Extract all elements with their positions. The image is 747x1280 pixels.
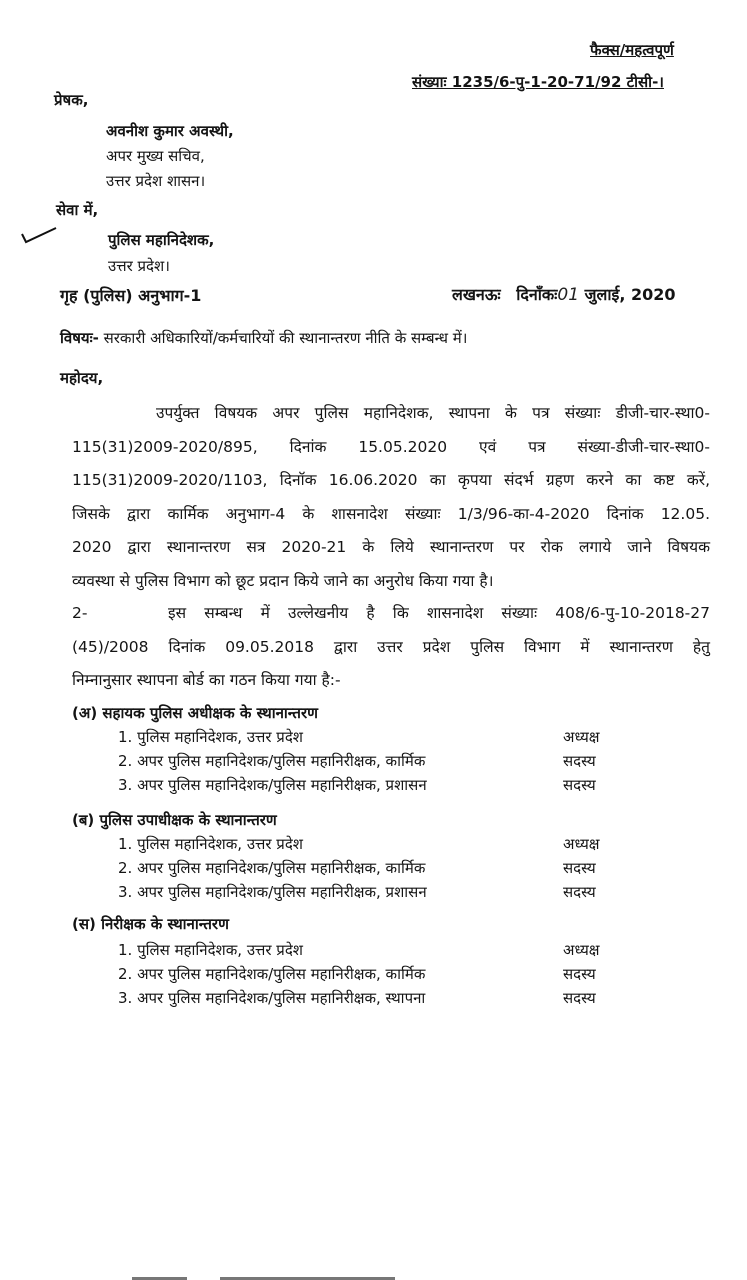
- paragraph-2-number: 2-: [72, 604, 88, 622]
- subject-text: सरकारी अधिकारियों/कर्मचारियों की स्थानान्तरण नीति के सम्बन्ध में।: [103, 329, 468, 347]
- board-heading: (ब) पुलिस उपाधीक्षक के स्थानान्तरण: [72, 811, 277, 829]
- board-member: 1. पुलिस महानिदेशक, उत्तर प्रदेश: [118, 941, 304, 959]
- sender-designation: अपर मुख्य सचिव,: [106, 147, 205, 165]
- date-day-handwritten: 01: [557, 285, 580, 305]
- paragraph-2-line: इस सम्बन्ध में उल्लेखनीय है कि शासनादेश संख्याः 408/6-पु-10-2018-27: [168, 604, 710, 622]
- board-role: अध्यक्ष: [563, 835, 600, 853]
- paragraph-1: [72, 397, 710, 598]
- board-role: अध्यक्ष: [563, 728, 600, 746]
- recipient-designation: पुलिस महानिदेशक,: [108, 231, 215, 249]
- sender-label: प्रेषक,: [54, 91, 89, 109]
- paragraph-1-line: 115(31)2009-2020/1103, दिनॉक 16.06.2020 का कृपया संदर्भ ग्रहण करने का कष्ट करें,: [72, 471, 710, 489]
- subject-label: विषयः-: [60, 329, 99, 347]
- department-section: गृह (पुलिस) अनुभाग-1: [60, 286, 202, 305]
- board-member: 3. अपर पुलिस महानिदेशक/पुलिस महानिरीक्षक, स्थापना: [118, 989, 426, 1007]
- paragraph-2-line: (45)/2008 दिनांक 09.05.2018 द्वारा उत्तर प्रदेश पुलिस विभाग में स्थानान्तरण हेतु: [72, 637, 710, 656]
- board-role: सदस्य: [563, 883, 596, 901]
- board-role: सदस्य: [563, 965, 596, 983]
- reference-number: संख्याः 1235/6-पु-1-20-71/92 टीसी-।: [412, 73, 664, 91]
- date-month-year: जुलाई, 2020: [584, 285, 676, 304]
- subject-line: [60, 328, 467, 348]
- sender-name: अवनीश कुमार अवस्थी,: [106, 122, 234, 140]
- paragraph-1-line: 115(31)2009-2020/895, दिनांक 15.05.2020 एवं पत्र संख्या-डीजी-चार-स्था0-: [72, 437, 710, 456]
- board-member: 2. अपर पुलिस महानिदेशक/पुलिस महानिरीक्षक, कार्मिक: [118, 965, 426, 983]
- paragraph-1-line: उपर्युक्त विषयक अपर पुलिस महानिदेशक, स्थापना के पत्र संख्याः डीजी-चार-स्था0-: [156, 404, 710, 422]
- board-heading: (अ) सहायक पुलिस अधीक्षक के स्थानान्तरण: [72, 704, 318, 722]
- board-member: 3. अपर पुलिस महानिदेशक/पुलिस महानिरीक्षक, प्रशासन: [118, 776, 427, 794]
- board-member: 2. अपर पुलिस महानिदेशक/पुलिस महानिरीक्षक, कार्मिक: [118, 859, 426, 877]
- place-date: [452, 283, 676, 305]
- recipient-location: उत्तर प्रदेश।: [108, 257, 170, 275]
- paragraph-2-line: निम्नानुसार स्थापना बोर्ड का गठन किया गया है:-: [72, 671, 341, 689]
- board-role: अध्यक्ष: [563, 941, 600, 959]
- paragraph-2: [72, 597, 710, 698]
- board-member: 3. अपर पुलिस महानिदेशक/पुलिस महानिरीक्षक, प्रशासन: [118, 883, 427, 901]
- recipient-label: सेवा में,: [56, 201, 99, 219]
- board-role: सदस्य: [563, 776, 596, 794]
- paragraph-1-line: 2020 द्वारा स्थानान्तरण सत्र 2020-21 के लिये स्थानान्तरण पर रोक लगाये जाने विषयक: [72, 538, 710, 556]
- board-role: सदस्य: [563, 752, 596, 770]
- board-heading: (स) निरीक्षक के स्थानान्तरण: [72, 915, 229, 933]
- salutation: महोदय,: [60, 369, 104, 387]
- date-label: दिनाँकः: [516, 285, 558, 304]
- place: लखनऊः: [452, 285, 501, 304]
- board-role: सदस्य: [563, 859, 596, 877]
- paragraph-1-line: जिसके द्वारा कार्मिक अनुभाग-4 के शासनादेश संख्याः 1/3/96-का-4-2020 दिनांक 12.05.: [72, 504, 710, 523]
- checkmark-icon: [20, 224, 60, 246]
- paragraph-1-line: व्यवस्था से पुलिस विभाग को छूट प्रदान किये जाने का अनुरोध किया गया है।: [72, 571, 494, 590]
- board-member: 2. अपर पुलिस महानिदेशक/पुलिस महानिरीक्षक, कार्मिक: [118, 752, 426, 770]
- board-member: 1. पुलिस महानिदेशक, उत्तर प्रदेश: [118, 835, 304, 853]
- board-role: सदस्य: [563, 989, 596, 1007]
- fax-important-label: फैक्स/महत्वपूर्ण: [590, 41, 674, 59]
- sender-office: उत्तर प्रदेश शासन।: [106, 172, 206, 190]
- board-member: 1. पुलिस महानिदेशक, उत्तर प्रदेश: [118, 728, 304, 746]
